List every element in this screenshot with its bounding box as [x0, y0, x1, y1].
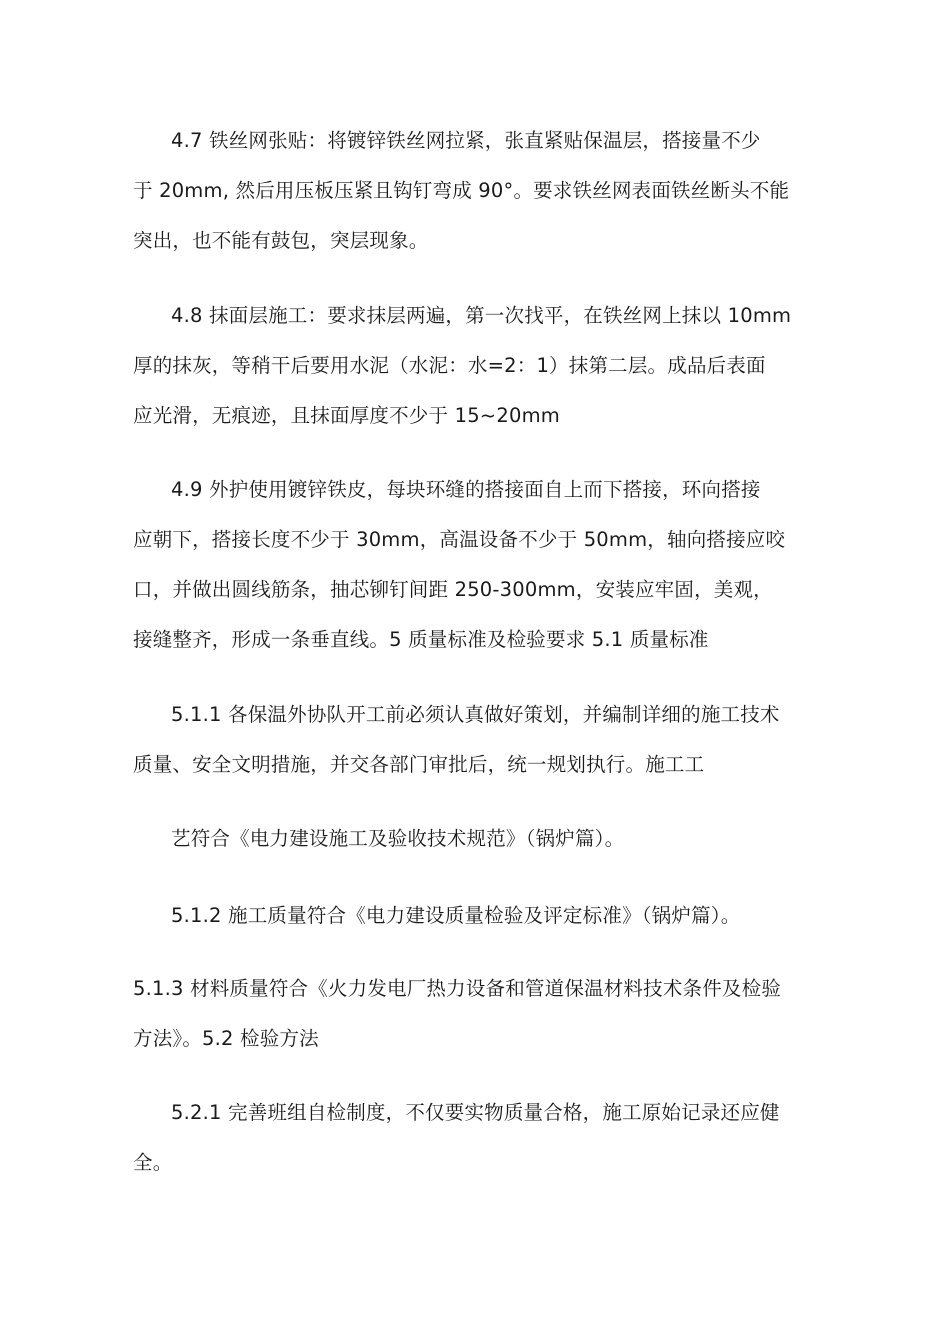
paragraph-5-1-1-line-2: 质量、安全文明措施，并交各部门审批后，统一规划执行。施工工: [133, 753, 705, 776]
paragraph-4-7-line-3: 突出，也不能有鼓包，突层现象。: [133, 229, 429, 252]
paragraph-4-8-line-3: 应光滑，无痕迹，且抹面厚度不少于 15~20mm: [133, 404, 560, 427]
paragraph-4-9-line-1: 4.9 外护使用镀锌铁皮，每块环缝的搭接面自上而下搭接，环向搭接: [171, 478, 761, 501]
paragraph-5-1-3-line-1: 5.1.3 材料质量符合《火力发电厂热力设备和管道保温材料技术条件及检验: [133, 977, 782, 1000]
paragraph-4-8-line-2: 厚的抹灰，等稍干后要用水泥（水泥：水=2：1）抹第二层。成品后表面: [133, 354, 766, 377]
paragraph-5-1-1-line-3: 艺符合《电力建设施工及验收技术规范》（锅炉篇）。: [171, 827, 625, 850]
paragraph-4-7-line-1: 4.7 铁丝网张贴：将镀锌铁丝网拉紧，张直紧贴保温层，搭接量不少: [171, 129, 761, 152]
paragraph-5-2-1-line-1: 5.2.1 完善班组自检制度，不仅要实物质量合格，施工原始记录还应健: [171, 1101, 780, 1124]
paragraph-5-1-2: 5.1.2 施工质量符合《电力建设质量检验及评定标准》（锅炉篇）。: [171, 904, 741, 927]
paragraph-4-7-line-2: 于 20mm, 然后用压板压紧且钩钉弯成 90°。要求铁丝网表面铁丝断头不能: [133, 179, 790, 202]
paragraph-4-9-line-4: 接缝整齐，形成一条垂直线。5 质量标准及检验要求 5.1 质量标准: [133, 628, 709, 651]
paragraph-4-9-line-2: 应朝下，搭接长度不少于 30mm，高温设备不少于 50mm，轴向搭接应咬: [133, 528, 786, 551]
paragraph-5-2-1-line-2: 全。: [133, 1151, 173, 1174]
paragraph-5-1-1-line-1: 5.1.1 各保温外协队开工前必须认真做好策划，并编制详细的施工技术: [171, 703, 780, 726]
paragraph-4-8-line-1: 4.8 抹面层施工：要求抹层两遍，第一次找平，在铁丝网上抹以 10mm: [171, 304, 792, 327]
paragraph-4-9-line-3: 口，并做出圆线筋条，抽芯铆钉间距 250-300mm，安装应牢固，美观，: [133, 578, 773, 601]
paragraph-5-1-3-line-2: 方法》。5.2 检验方法: [133, 1027, 319, 1050]
